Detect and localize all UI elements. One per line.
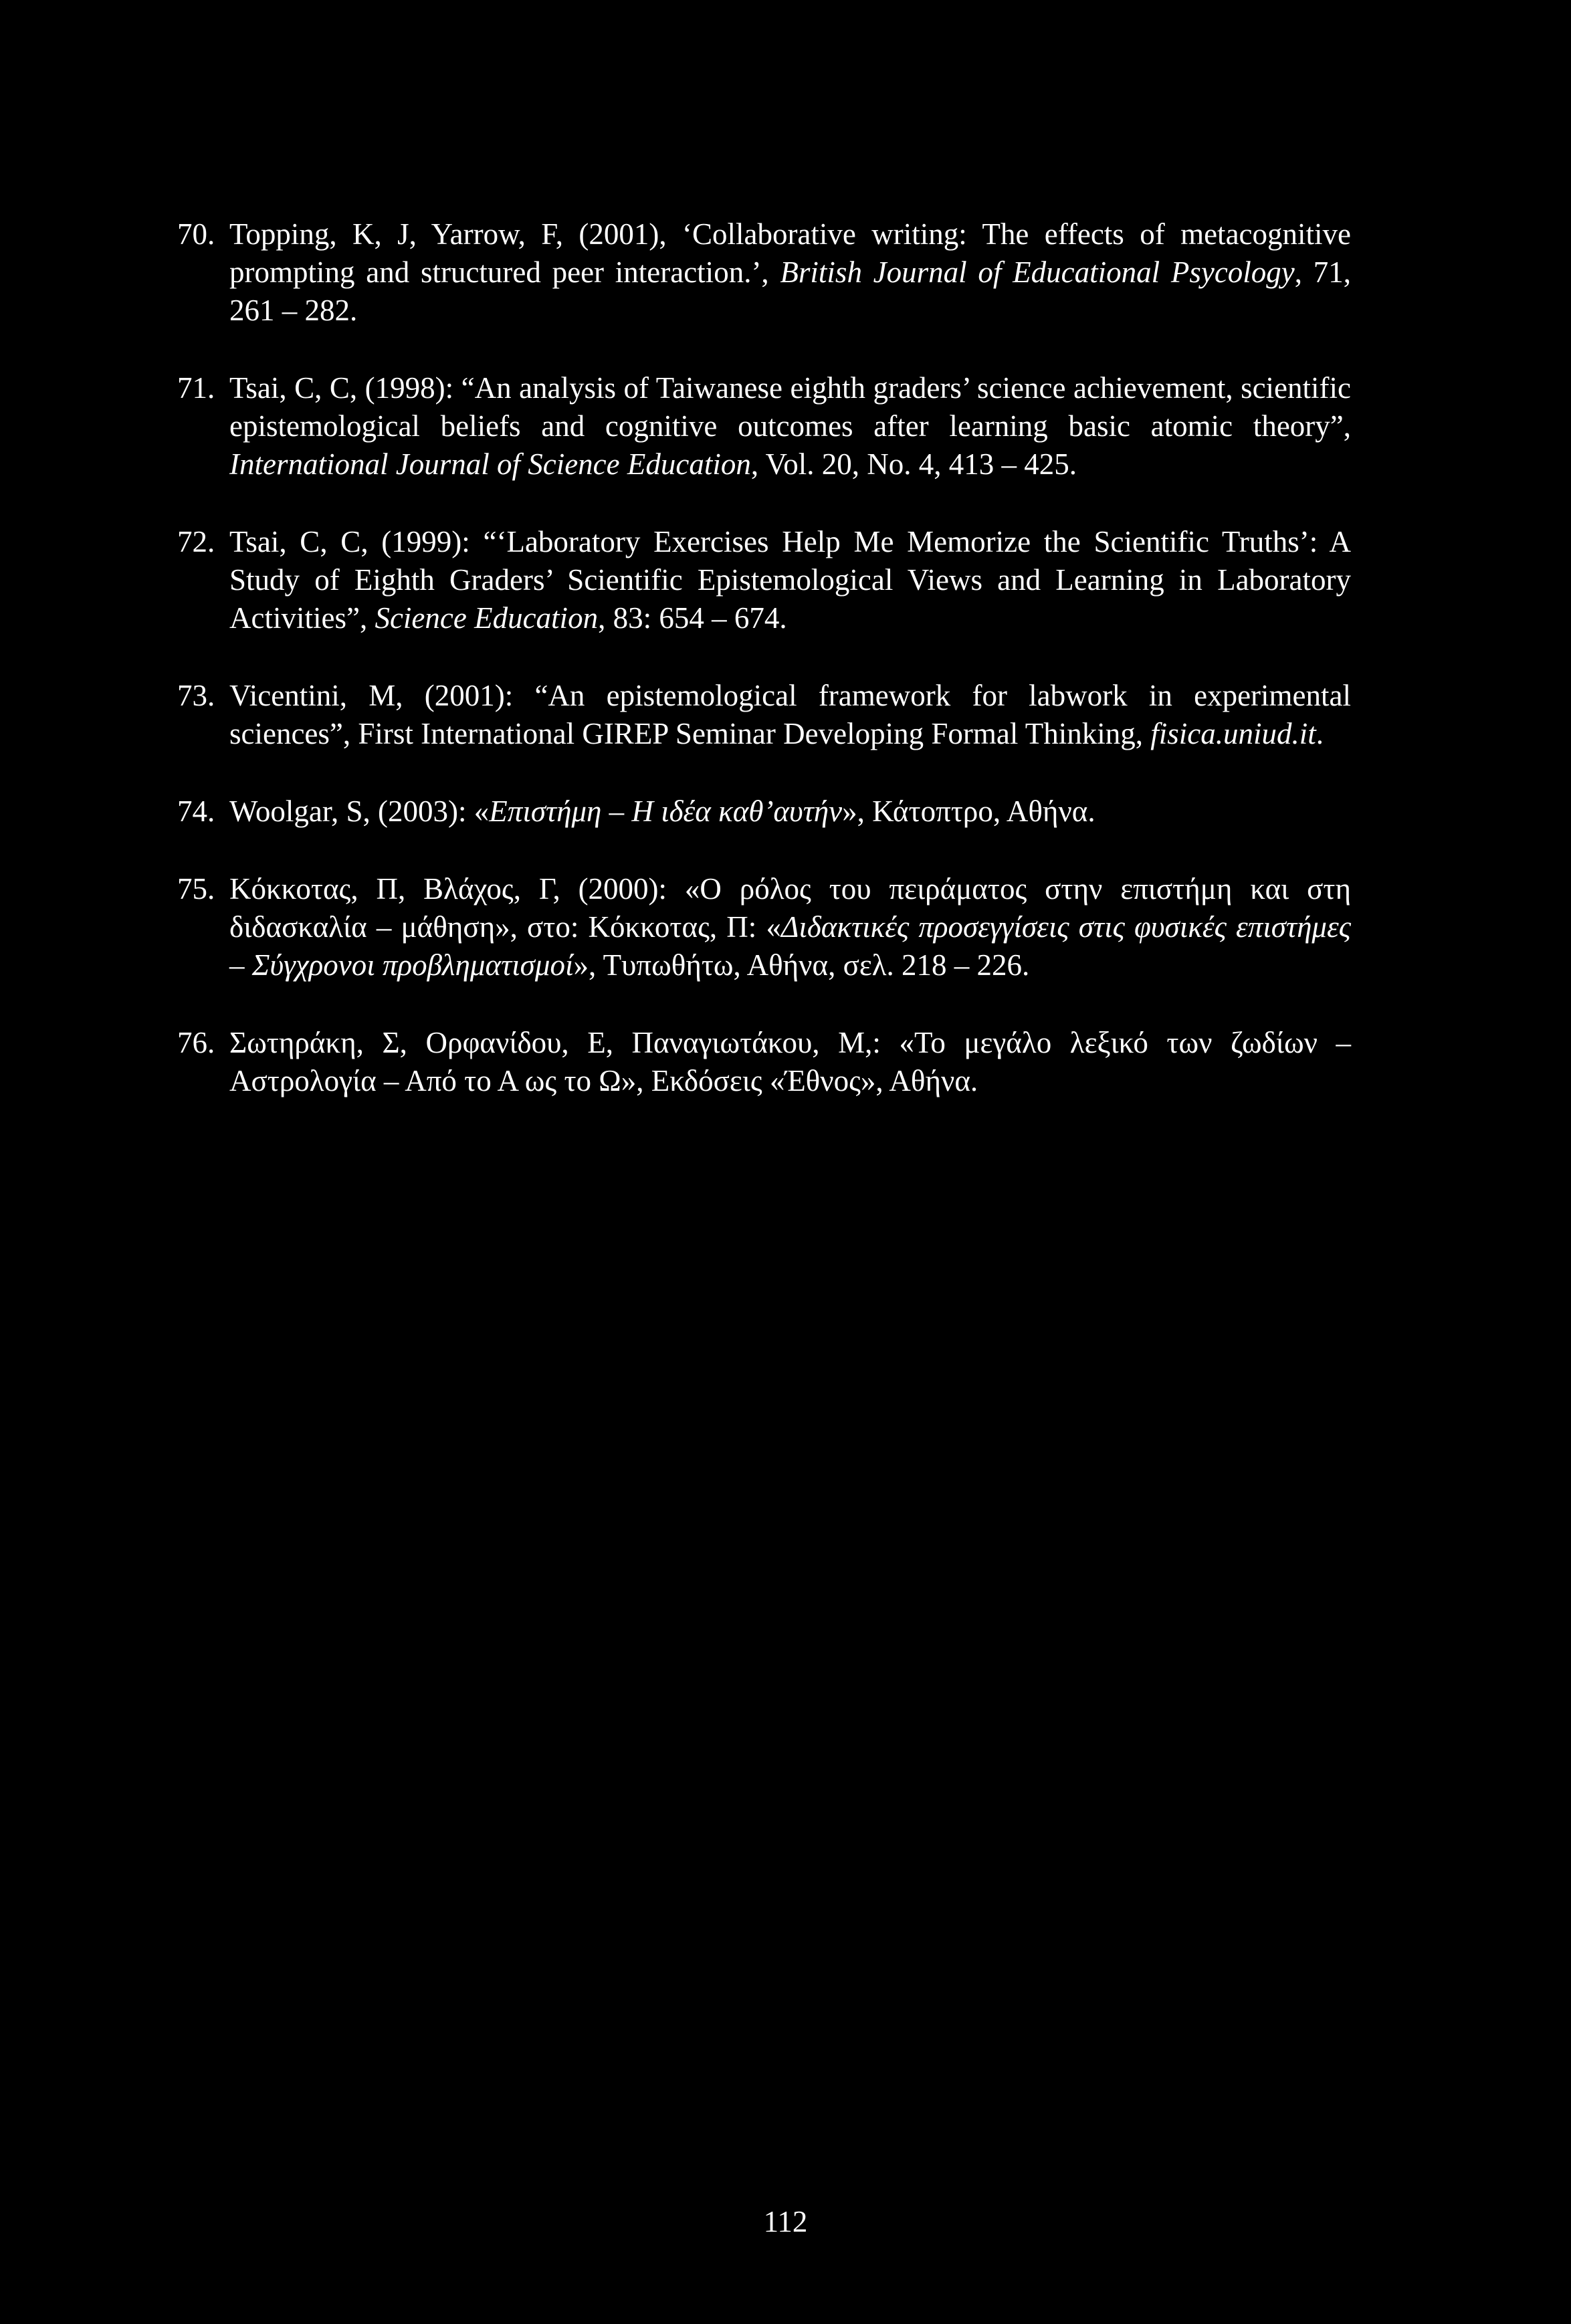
reference-journal-title: International Journal of Science Education [229,447,751,481]
reference-entry-71 [177,369,1351,484]
reference-journal-title: Science Education [375,601,599,635]
reference-entry-72 [177,523,1351,637]
reference-journal-title: British Journal of Educational Psycology [780,255,1295,289]
reference-list [177,215,1351,1140]
reference-number: 71. [177,371,215,405]
reference-text: Topping, K, J, Yarrow, F, (2001), ‘Collaborative writing: The effects of metacognitive prompting and structured peer interaction.’, [229,217,1351,289]
reference-url: fisica.uniud.it [1150,717,1316,750]
reference-entry-76 [177,1024,1351,1100]
reference-number: 70. [177,217,215,251]
reference-entry-75 [177,870,1351,984]
reference-text-tail: , 71, 261 – 282. [229,255,1352,327]
reference-text: Σωτηράκη, Σ, Ορφανίδου, Ε, Παναγιωτάκου, Μ,: «Το μεγάλο λεξικό των ζωδίων – Αστρολογία – Από το Α ως το Ω», Εκδόσεις «Έθνος», Αθήνα. [229,1026,1351,1097]
reference-text: Vicentini, M, (2001): “An epistemological framework for labwork in experimental sciences”, First International GIREP Seminar Developing Formal Thinking, [229,679,1351,750]
reference-text: Κόκκοτας, Π, Βλάχος, Γ, (2000): «Ο ρόλος του πειράματος στην επιστήμη και στη διδασκαλία – μάθηση», στο: Κόκκοτας, Π: « [229,872,1351,944]
reference-entry-74 [177,793,1351,831]
page-number: 112 [763,2205,808,2238]
reference-text-tail: , 83: 654 – 674. [598,601,787,635]
reference-text-tail: . [1316,717,1324,750]
reference-book-title: Επιστήμη – Η ιδέα καθ’αυτήν [489,795,843,828]
reference-text-tail: », Κάτοπτρο, Αθήνα. [842,795,1095,828]
reference-entry-73 [177,677,1351,753]
reference-text: Tsai, C, C, (1998): “An analysis of Taiwanese eighth graders’ science achievement, scientific epistemological beliefs and cognitive outcomes after learning basic atomic theory”, [229,371,1351,443]
reference-text-tail: , Vol. 20, No. 4, 413 – 425. [750,447,1077,481]
reference-text: Woolgar, S, (2003): « [229,795,490,828]
reference-book-title: Διδακτικές προσεγγίσεις στις φυσικές επιστήμες – Σύγχρονοι προβληματισμοί [229,910,1351,982]
reference-number: 73. [177,679,215,712]
reference-entry-70 [177,215,1351,330]
reference-number: 74. [177,795,215,828]
reference-number: 72. [177,525,215,558]
reference-number: 76. [177,1026,215,1059]
reference-text: Tsai, C, C, (1999): “‘Laboratory Exercises Help Me Memorize the Scientific Truths’: A Study of Eighth Graders’ Scientific Epistemological Views and Learning in Laboratory Activities”, [229,525,1351,635]
reference-text-tail: », Τυπωθήτω, Αθήνα, σελ. 218 – 226. [573,948,1030,982]
reference-number: 75. [177,872,215,906]
